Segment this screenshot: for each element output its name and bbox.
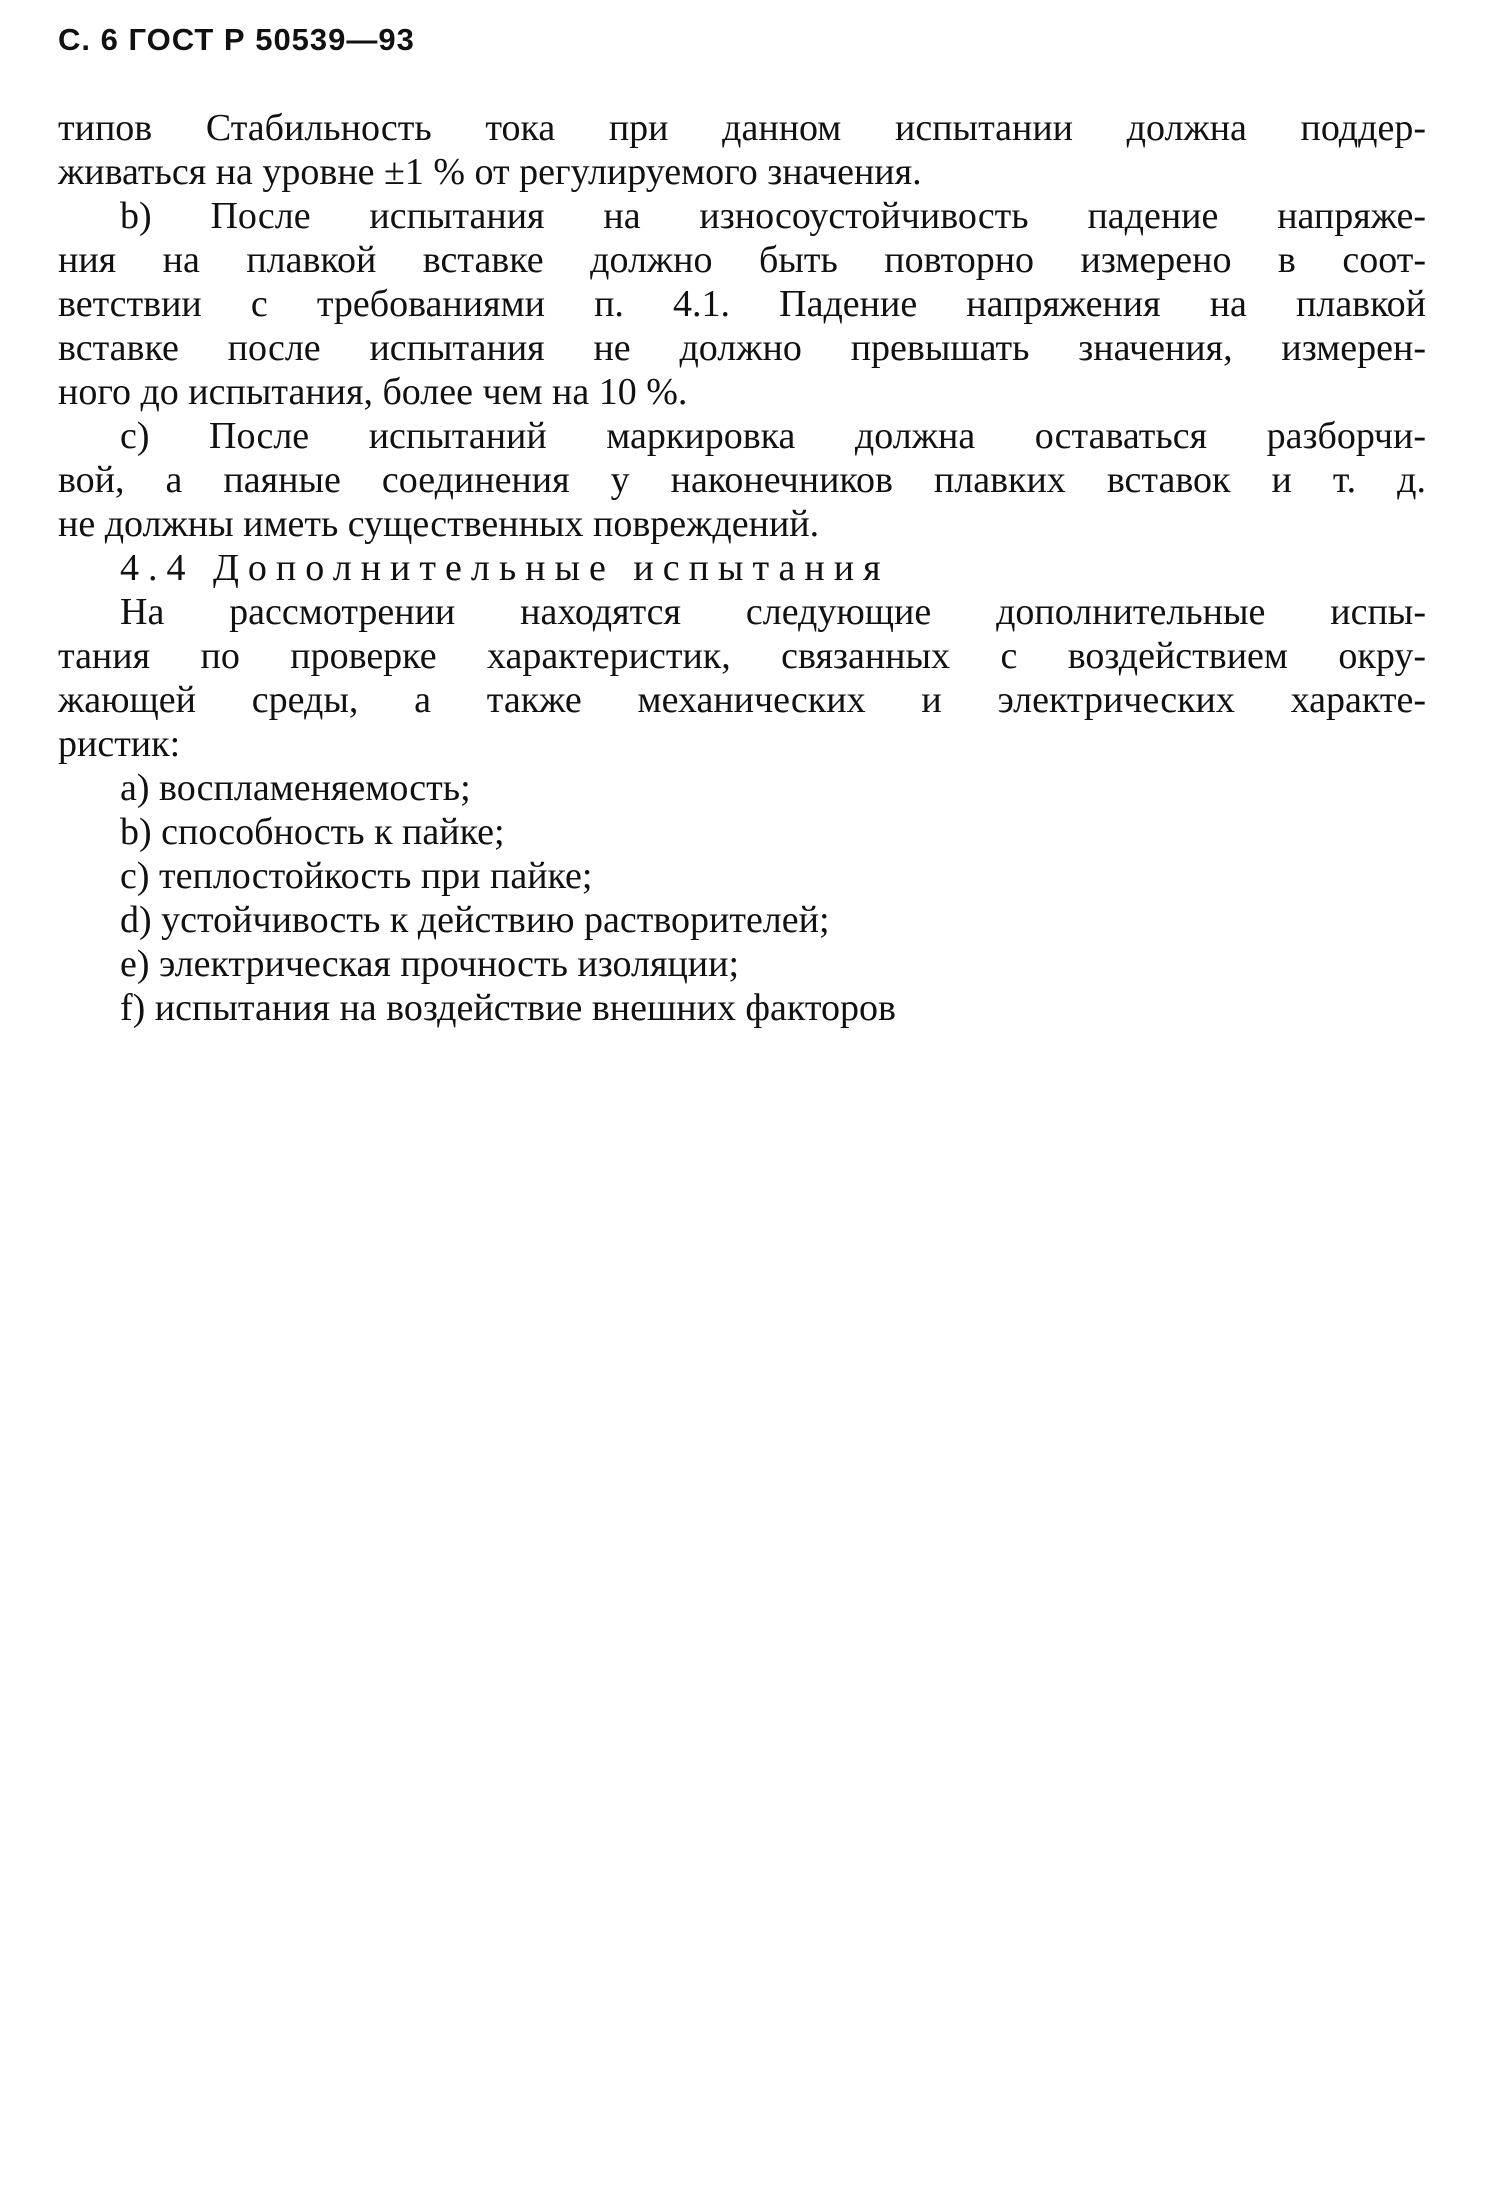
text-line: ветствии с требованиями п. 4.1. Падение напряжения на плавкой [58,283,1426,325]
text-line: не должны иметь существенных повреждений. [58,503,820,545]
list-item: b) способность к пайке; [120,811,505,853]
text-line: живаться на уровне ±1 % от регулируемого значения. [58,151,922,193]
list-item: а) воспламеняемость; [120,767,471,809]
list-item: с) теплостойкость при пайке; [120,855,593,897]
text-line: вой, а паяные соединения у наконечников плавких вставок и т. д. [58,459,1426,501]
text-line: ристик: [58,723,181,765]
text-line: тания по проверке характеристик, связанных с воздействием окру- [58,635,1426,677]
list-item: е) электрическая прочность изоляции; [120,943,740,985]
text-line: жающей среды, а также механических и электрических характе- [58,679,1426,721]
text-line: ния на плавкой вставке должно быть повторно измерено в соот- [58,239,1426,281]
paragraph-c-line: с) После испытаний маркировка должна оставаться разборчи- [120,415,1426,457]
list-item: d) устойчивость к действию растворителей; [120,899,830,941]
text-line: типов Стабильность тока при данном испытании должна поддер- [58,107,1426,149]
section-title: 4.4 Дополнительные испытания [120,547,890,589]
list-item: f) испытания на воздействие внешних факторов [120,987,896,1029]
page-header: С. 6 ГОСТ Р 50539—93 [58,22,415,57]
paragraph-b-line: b) После испытания на износоустойчивость падение напряже- [120,195,1426,237]
document-body [58,106,1426,1030]
paragraph-intro-line: На рассмотрении находятся следующие дополнительные испы- [120,591,1426,633]
text-line: ного до испытания, более чем на 10 %. [58,371,688,413]
text-line: вставке после испытания не должно превышать значения, измерен- [58,327,1426,369]
